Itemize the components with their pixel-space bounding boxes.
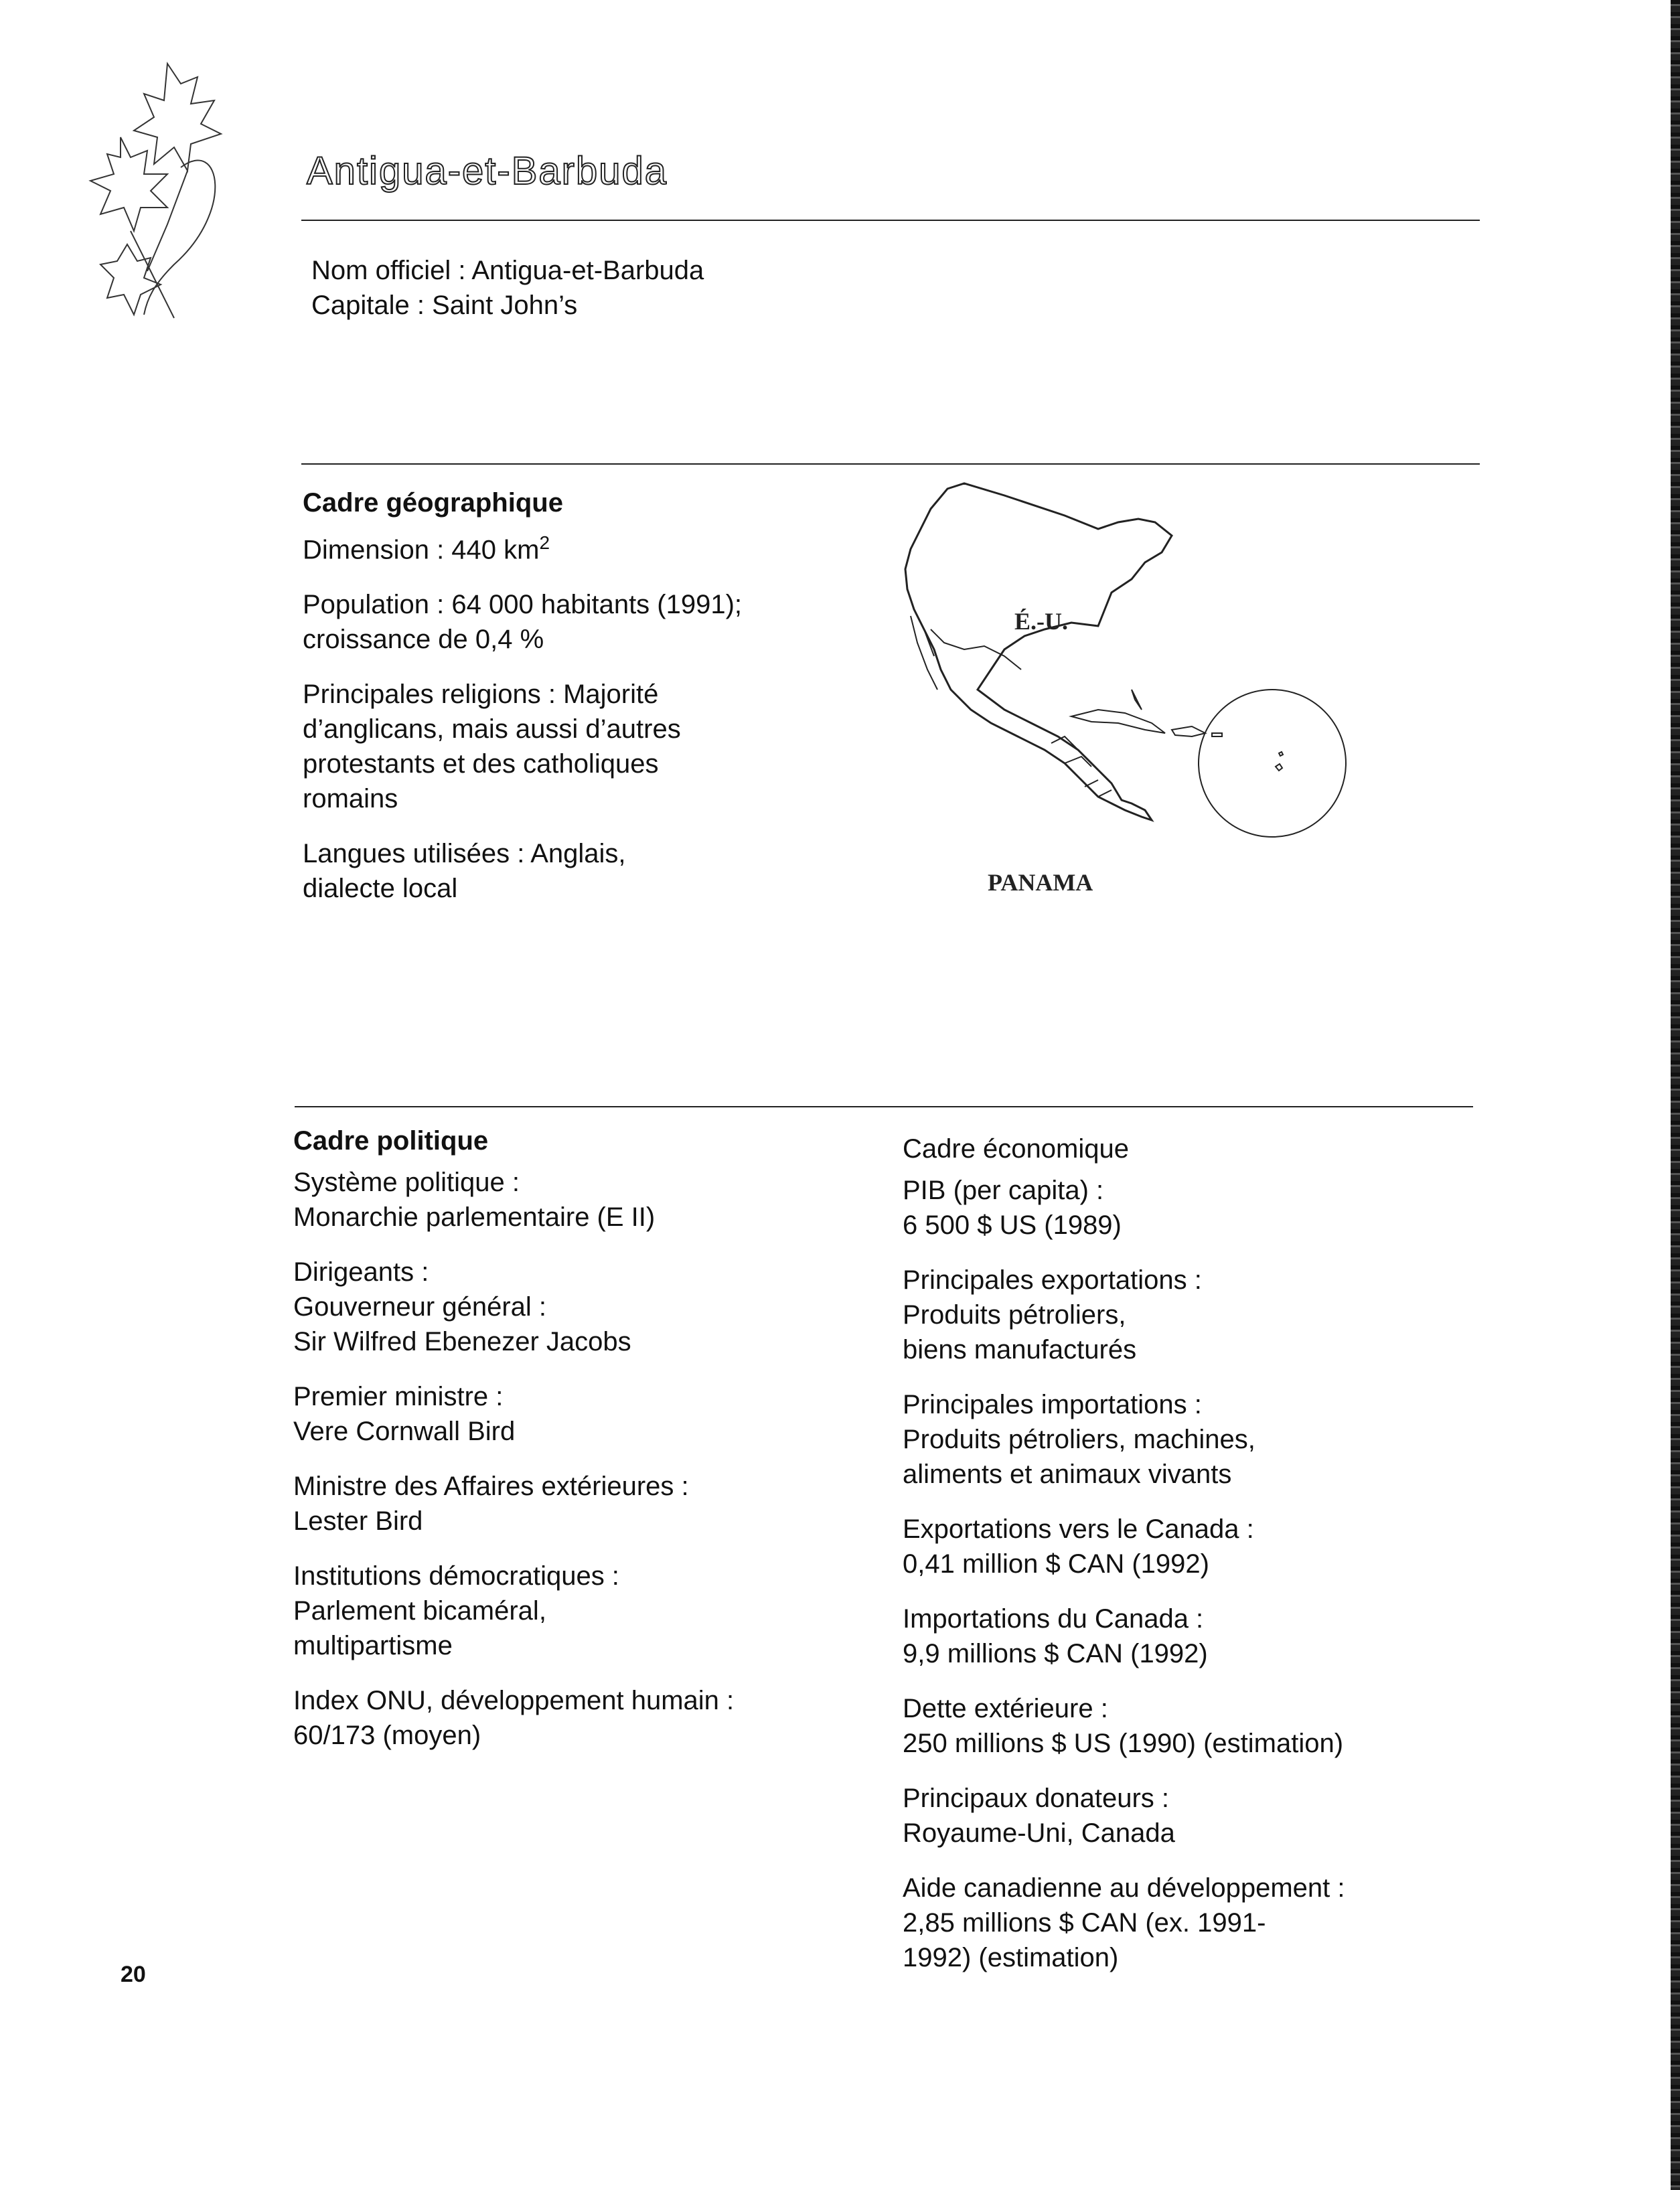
zoom-circle <box>1199 690 1346 837</box>
central-america-borders <box>1051 736 1112 797</box>
politics-line: Parlement bicaméral, <box>293 1596 546 1626</box>
economy-section <box>903 1131 1505 1995</box>
section-divider-geo <box>301 463 1480 465</box>
economy-line: PIB (per capita) : <box>903 1176 1104 1205</box>
politics-line: Sir Wilfred Ebenezer Jacobs <box>293 1327 631 1356</box>
economy-line: Dette extérieure : <box>903 1694 1108 1723</box>
economy-gdp <box>903 1173 1505 1243</box>
official-name: Nom officiel : Antigua-et-Barbuda <box>311 256 704 285</box>
politics-heading: Cadre politique <box>293 1126 489 1156</box>
florida-outline <box>1132 690 1142 710</box>
economy-line: Produits pétroliers, <box>903 1300 1126 1330</box>
politics-line: Gouverneur général : <box>293 1292 547 1322</box>
barbuda-island <box>1279 752 1283 756</box>
politics-institutions <box>293 1559 829 1663</box>
economy-imports-canada <box>903 1601 1505 1671</box>
region-map <box>897 469 1420 904</box>
economy-line: Exportations vers le Canada : <box>903 1514 1254 1544</box>
politics-un-index <box>293 1683 829 1753</box>
politics-section <box>293 1123 829 1773</box>
economy-imports <box>903 1387 1505 1492</box>
geo-population <box>303 587 771 657</box>
religions-line: d’anglicans, mais aussi d’autres <box>303 714 681 745</box>
baja-outline <box>911 616 937 690</box>
economy-exports <box>903 1263 1505 1367</box>
politics-line: Index ONU, développement humain : <box>293 1686 735 1715</box>
languages-line: Langues utilisées : Anglais, <box>303 839 626 869</box>
economy-line: Importations du Canada : <box>903 1604 1204 1634</box>
politics-line: Système politique : <box>293 1168 520 1197</box>
antigua-island <box>1276 764 1282 771</box>
economy-line: Principales exportations : <box>903 1265 1202 1295</box>
geo-languages <box>303 836 771 906</box>
title-divider <box>301 220 1480 221</box>
puerto-rico-outline <box>1212 733 1222 736</box>
politics-line: Vere Cornwall Bird <box>293 1417 516 1446</box>
economy-debt <box>903 1691 1505 1761</box>
economy-line: Aide canadienne au développement : <box>903 1873 1345 1903</box>
politics-leaders <box>293 1255 829 1359</box>
politics-line: Premier ministre : <box>293 1382 504 1411</box>
us-mexico-border <box>931 629 1021 670</box>
geo-section <box>303 485 771 926</box>
economy-line: 250 millions $ US (1990) (estimation) <box>903 1729 1344 1758</box>
politics-line: Dirigeants : <box>293 1257 429 1287</box>
population-line: croissance de 0,4 % <box>303 625 544 655</box>
dimension-superscript: 2 <box>539 532 550 553</box>
capital: Capitale : Saint John’s <box>311 291 578 320</box>
economy-donors <box>903 1781 1505 1851</box>
economy-line: 1992) (estimation) <box>903 1943 1119 1972</box>
economy-line: 6 500 $ US (1989) <box>903 1210 1122 1240</box>
languages-line: dialecte local <box>303 874 458 904</box>
economy-aid <box>903 1871 1505 1975</box>
politics-line: multipartisme <box>293 1631 453 1660</box>
section-divider-politics <box>295 1106 1473 1107</box>
religions-line: romains <box>303 784 398 814</box>
map-label-usa: É.-U. <box>1014 608 1068 635</box>
scan-edge-shadow <box>1671 0 1680 2190</box>
hispaniola-outline <box>1172 726 1205 736</box>
geo-dimension <box>303 526 771 567</box>
page-number: 20 <box>121 1962 146 1987</box>
politics-foreign-minister <box>293 1469 829 1539</box>
north-america-outline <box>905 483 1172 820</box>
economy-line: biens manufacturés <box>903 1335 1137 1364</box>
page-title: Antigua-et-Barbuda <box>307 149 668 193</box>
cuba-outline <box>1071 710 1165 733</box>
economy-heading: Cadre économique <box>903 1134 1129 1164</box>
geo-heading: Cadre géographique <box>303 488 563 518</box>
geo-religions <box>303 677 771 816</box>
politics-line: Institutions démocratiques : <box>293 1561 619 1591</box>
economy-line: 9,9 millions $ CAN (1992) <box>903 1639 1208 1668</box>
politics-line: 60/173 (moyen) <box>293 1721 481 1750</box>
maple-leaf-logo <box>80 57 248 325</box>
population-line: Population : 64 000 habitants (1991); <box>303 590 743 620</box>
politics-line: Monarchie parlementaire (E II) <box>293 1202 656 1232</box>
economy-line: Principaux donateurs : <box>903 1784 1170 1813</box>
economy-line: 0,41 million $ CAN (1992) <box>903 1549 1209 1579</box>
economy-line: 2,85 millions $ CAN (ex. 1991- <box>903 1908 1266 1938</box>
economy-exports-canada <box>903 1512 1505 1581</box>
religions-line: Principales religions : Majorité <box>303 680 659 710</box>
economy-line: aliments et animaux vivants <box>903 1460 1232 1489</box>
religions-line: protestants et des catholiques <box>303 749 659 779</box>
map-label-panama: PANAMA <box>988 869 1093 896</box>
economy-line: Royaume-Uni, Canada <box>903 1818 1175 1848</box>
dimension-text: Dimension : 440 km <box>303 535 540 565</box>
politics-line: Lester Bird <box>293 1506 423 1536</box>
politics-line: Ministre des Affaires extérieures : <box>293 1472 689 1501</box>
politics-system <box>293 1165 829 1235</box>
politics-prime-minister <box>293 1379 829 1449</box>
economy-line: Produits pétroliers, machines, <box>903 1425 1255 1454</box>
economy-line: Principales importations : <box>903 1390 1202 1419</box>
